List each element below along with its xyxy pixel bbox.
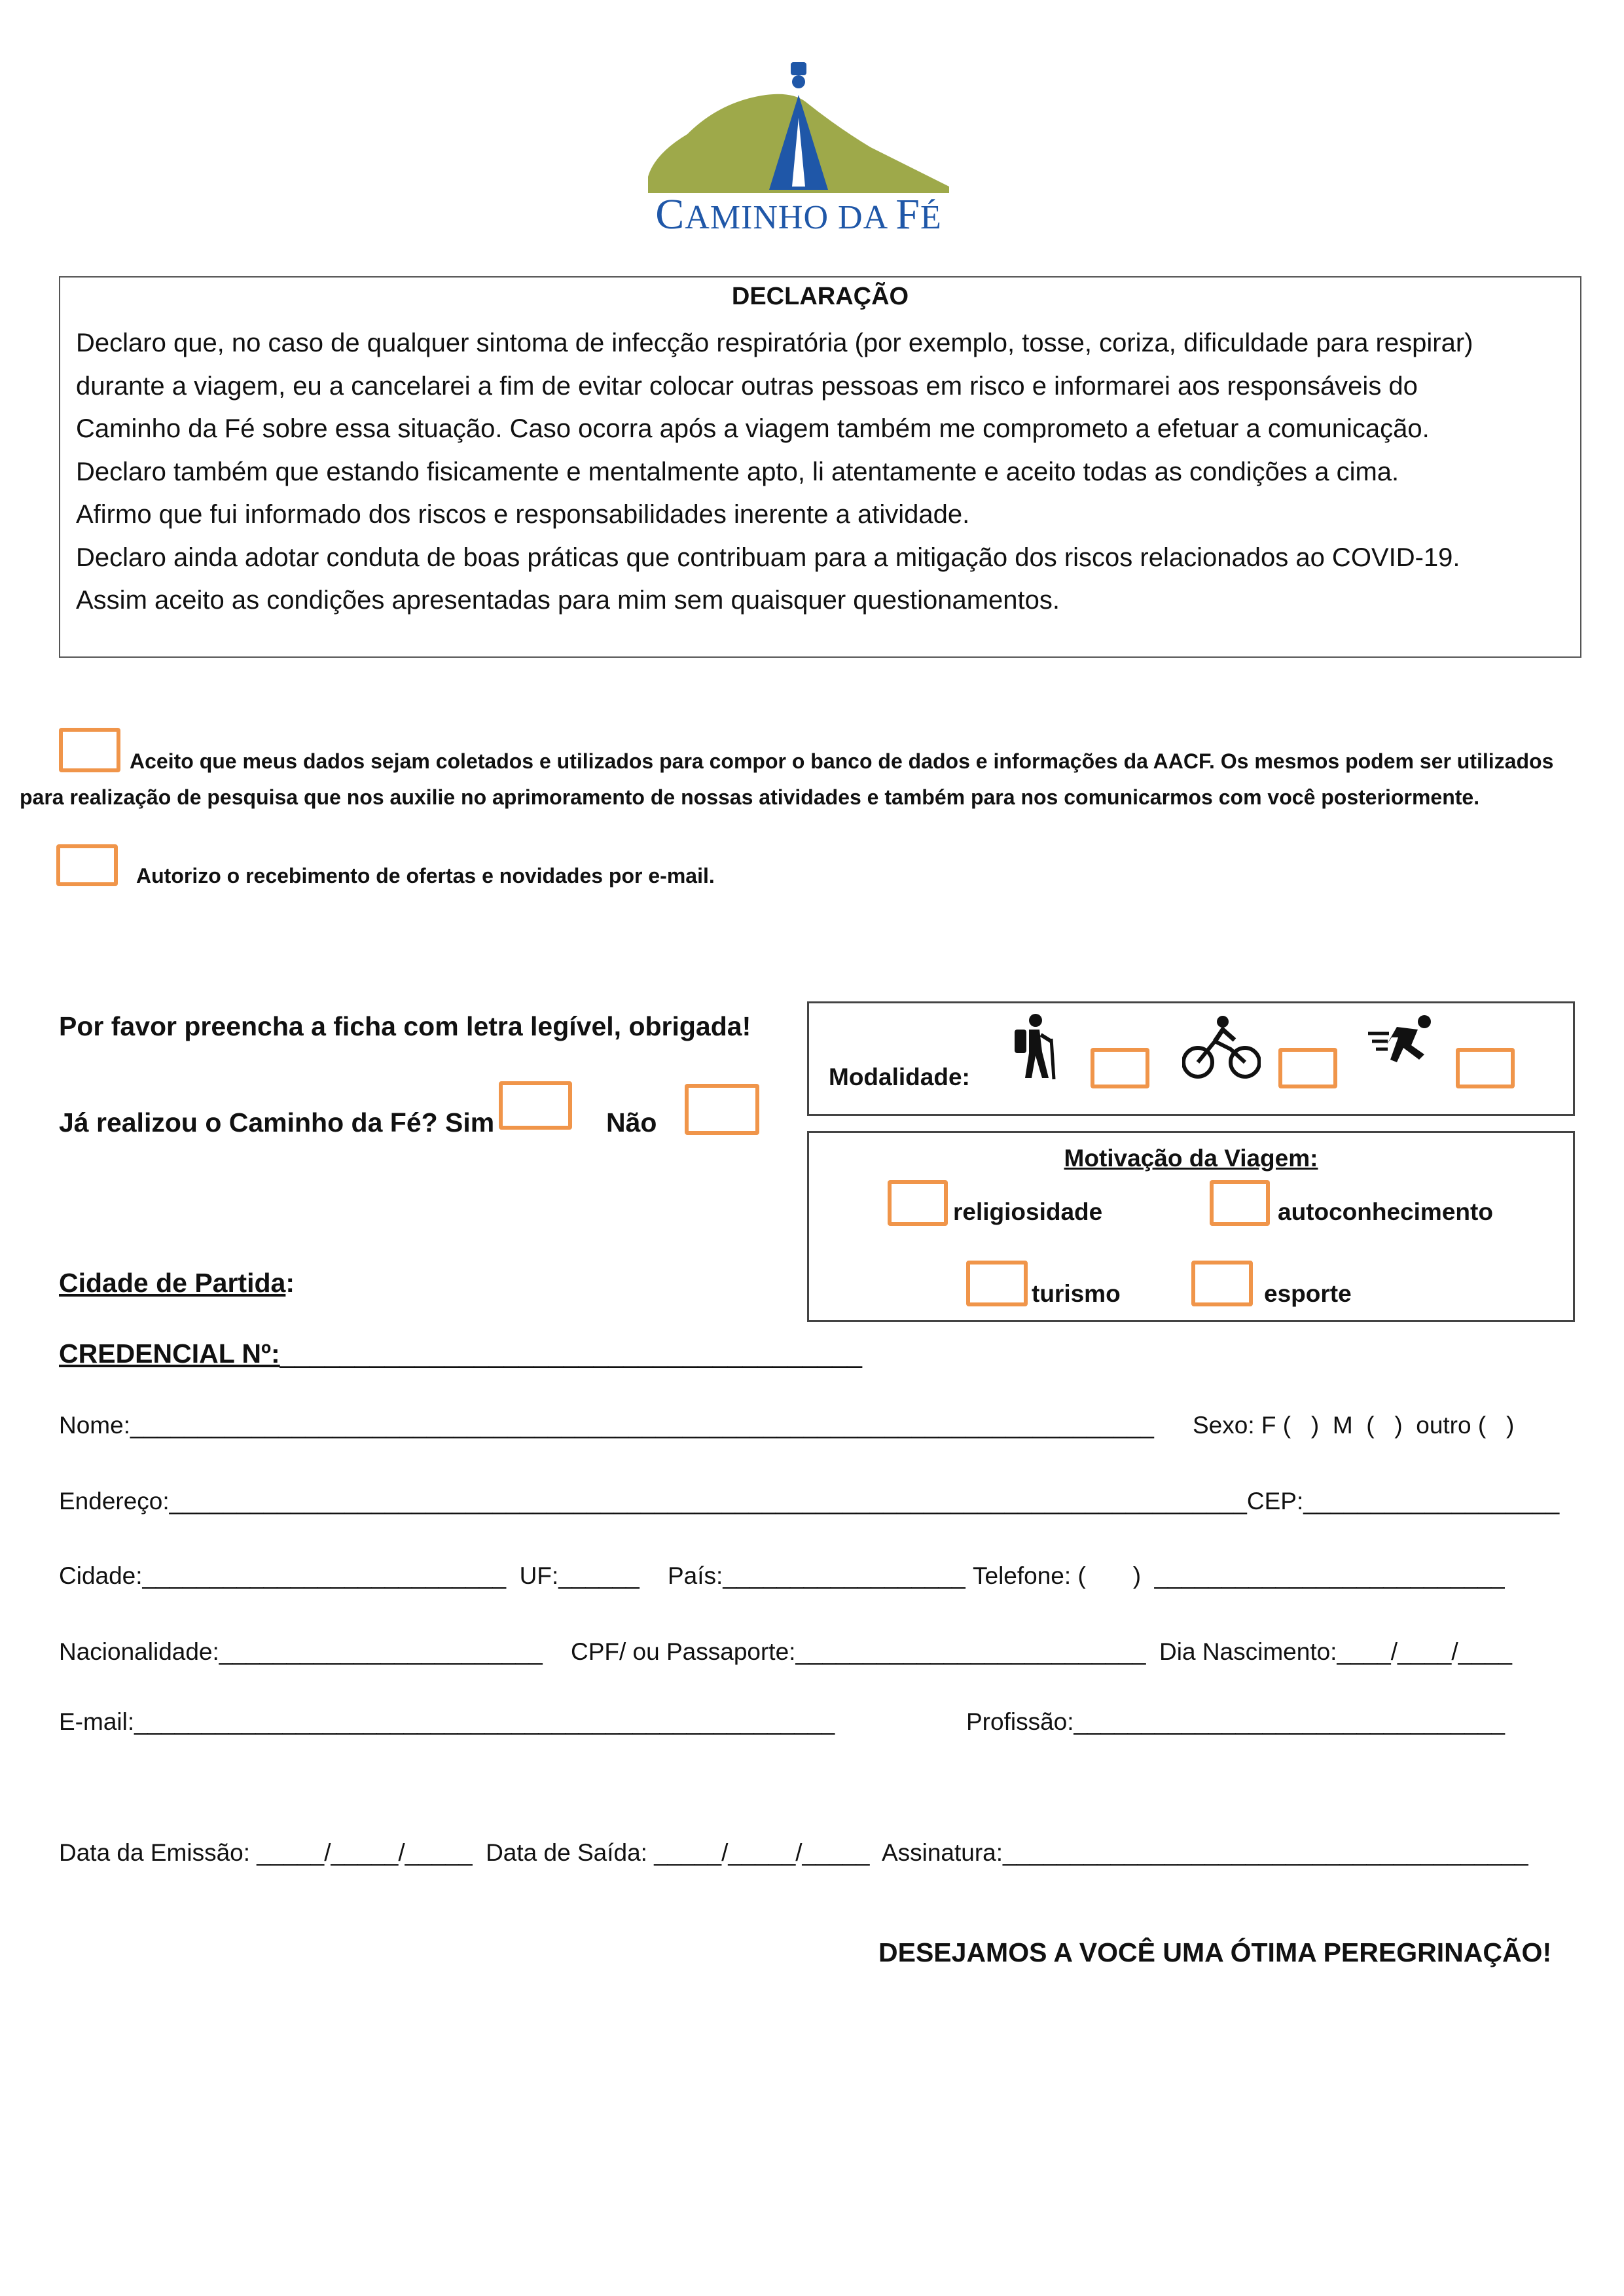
name-field[interactable]: Nome:____________________________________________________________________________ [59, 1412, 1154, 1439]
email-consent-checkbox[interactable] [56, 844, 118, 886]
already-done-yes-checkbox[interactable] [499, 1081, 572, 1130]
already-done-question: Já realizou o Caminho da Fé? Sim [59, 1107, 495, 1138]
motivation-title: Motivação da Viagem: [1064, 1145, 1318, 1172]
profession-field[interactable]: Profissão:________________________________ [966, 1708, 1505, 1735]
data-consent-text-line1: Aceito que meus dados sejam coletados e utilizados para compor o banco de dados e informações da AACF. Os mesmos podem ser utilizados [130, 749, 1554, 773]
runner-icon [1365, 1014, 1437, 1066]
modality-label: Modalidade: [829, 1064, 970, 1090]
country-field[interactable]: País:__________________ [668, 1562, 965, 1589]
cpf-birth-field[interactable]: CPF/ ou Passaporte:__________________________ Dia Nascimento:____/____/____ [571, 1638, 1512, 1665]
departure-city[interactable] [59, 1268, 295, 1299]
declaration-line: Declaro também que estando fisicamente e mentalmente apto, li atentamente e aceito todas as condições a cima. [76, 457, 1399, 486]
declaration-text [76, 322, 1562, 622]
modality-box [807, 1001, 1575, 1116]
declaration-line: Declaro ainda adotar conduta de boas práticas que contribuam para a mitigação dos riscos relacionados ao COVID-19. [76, 543, 1460, 572]
city-state-field[interactable]: Cidade:___________________________ UF:______ [59, 1562, 640, 1589]
declaration-line: Caminho da Fé sobre essa situação. Caso ocorra após a viagem também me comprometo a efetuar a comunicação. [76, 414, 1430, 443]
already-done-no-checkbox[interactable] [685, 1084, 759, 1135]
declaration-line: Afirmo que fui informado dos riscos e responsabilidades inerente a atividade. [76, 500, 970, 529]
address-cep-field[interactable]: Endereço:________________________________________________________________________________CEP:___________________ [59, 1488, 1560, 1515]
declaration-title: DECLARAÇÃO [731, 283, 909, 310]
data-consent-checkbox[interactable] [59, 728, 120, 772]
bicycle-icon [1182, 1015, 1261, 1081]
declaration-line: Declaro que, no caso de qualquer sintoma de infecção respiratória (por exemplo, tosse, coriza, dificuldade para respirar) [76, 329, 1473, 357]
caminho-da-fe-logo [641, 56, 956, 245]
credential-field[interactable] [59, 1338, 862, 1369]
self-knowledge-checkbox[interactable] [1210, 1180, 1270, 1226]
religiosity-label: religiosidade [953, 1198, 1103, 1225]
logo-text: CAMINHO DA FÉ [655, 190, 942, 238]
legible-note: Por favor preencha a ficha com letra legível, obrigada! [59, 1011, 751, 1041]
sport-label: esporte [1264, 1280, 1352, 1307]
motivation-box [807, 1131, 1575, 1322]
email-field[interactable]: E-mail:____________________________________________________ [59, 1708, 835, 1735]
credential-blank: _______________________________________ [280, 1338, 862, 1369]
declaration-box [59, 276, 1581, 658]
dates-signature-field[interactable]: Data da Emissão: _____/_____/_____ Data de Saída: _____/_____/_____ Assinatura:_______________________________________ [59, 1839, 1528, 1866]
email-consent-text: Autorizo o recebimento de ofertas e novidades por e-mail. [136, 864, 715, 888]
religiosity-checkbox[interactable] [888, 1180, 948, 1226]
departure-city-label: Cidade de Partida [59, 1268, 286, 1298]
cycling-checkbox[interactable] [1278, 1048, 1337, 1088]
declaration-line: durante a viagem, eu a cancelarei a fim de evitar colocar outras pessoas em risco e informarei aos responsáveis do [76, 371, 1418, 401]
self-knowledge-label: autoconhecimento [1278, 1198, 1493, 1225]
phone-field[interactable]: Telefone: ( ) __________________________ [973, 1562, 1505, 1589]
tourism-checkbox[interactable] [966, 1261, 1028, 1306]
declaration-line: Assim aceito as condições apresentadas para mim sem quaisquer questionamentos. [76, 586, 1060, 615]
running-checkbox[interactable] [1456, 1048, 1515, 1088]
nationality-field[interactable]: Nacionalidade:________________________ [59, 1638, 543, 1665]
departure-city-colon: : [285, 1268, 295, 1298]
closing-message: DESEJAMOS A VOCÊ UMA ÓTIMA PEREGRINAÇÃO! [878, 1937, 1552, 1967]
tourism-label: turismo [1032, 1280, 1121, 1307]
logo-mountain-icon [641, 56, 956, 193]
credential-label: CREDENCIAL Nº: [59, 1338, 280, 1369]
hiker-icon [1005, 1013, 1062, 1081]
sex-field[interactable]: Sexo: F ( ) M ( ) outro ( ) [1193, 1412, 1515, 1439]
data-consent-text-line2: para realização de pesquisa que nos auxilie no aprimoramento de nossas atividades e também para nos comunicarmos com você posteriormente. [20, 785, 1480, 809]
already-done-no-label: Não [606, 1107, 657, 1138]
sport-checkbox[interactable] [1191, 1261, 1253, 1306]
hiking-checkbox[interactable] [1091, 1048, 1149, 1088]
